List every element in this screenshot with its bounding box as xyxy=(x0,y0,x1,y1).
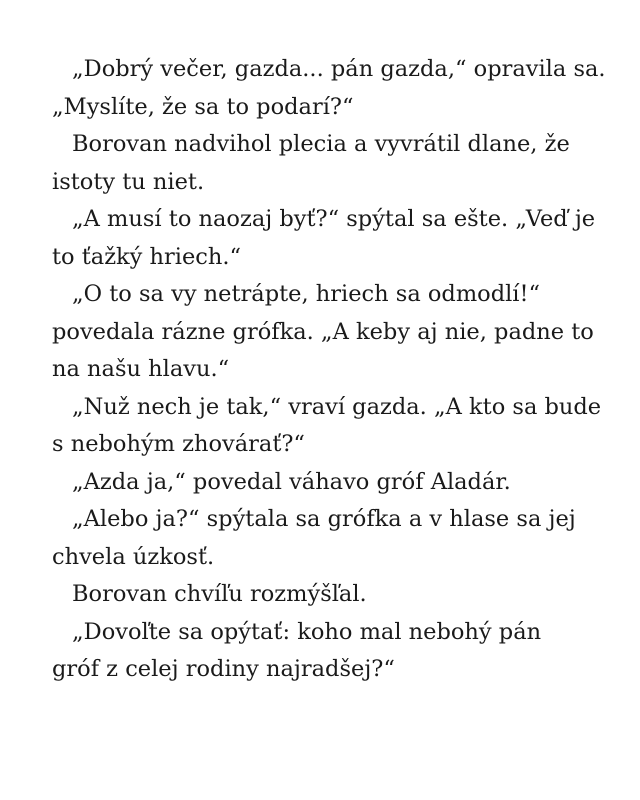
text-line: na našu hlavu.“ xyxy=(52,356,230,382)
paragraph-7 xyxy=(52,501,600,576)
text-line: istoty tu niet. xyxy=(52,168,205,195)
text-line: povedala rázne grófka. „A keby aj nie, padne to xyxy=(52,318,594,345)
paragraph-9 xyxy=(52,614,600,689)
text-line: chvela úzkosť. xyxy=(52,543,215,570)
text-line: to ťažký hriech.“ xyxy=(52,243,242,270)
text-line: „Dovoľte sa opýtať: koho mal nebohý pán xyxy=(72,618,542,645)
paragraph-1 xyxy=(52,51,606,126)
text-line: gróf z celej rodiny najradšej?“ xyxy=(52,656,395,682)
text-line: „Dobrý večer, gazda... pán gazda,“ opravila sa. xyxy=(72,56,606,82)
paragraph-8 xyxy=(52,576,600,614)
text-line: Borovan chvíľu rozmýšľal. xyxy=(72,581,367,607)
text-line: s nebohým zhovárať?“ xyxy=(52,431,305,457)
text-line: „Myslíte, že sa to podarí?“ xyxy=(52,93,354,120)
text-line: Borovan nadvihol plecia a vyvrátil dlane, že xyxy=(72,131,570,157)
paragraph-4 xyxy=(52,276,600,389)
text-line: „O to sa vy netrápte, hriech sa odmodlí!“ xyxy=(72,281,541,307)
paragraph-5 xyxy=(52,389,600,464)
paragraph-6 xyxy=(52,464,600,502)
text-line: „Azda ja,“ povedal váhavo gróf Aladár. xyxy=(72,468,511,495)
text-line: „A musí to naozaj byť?“ spýtal sa ešte. „Veď je xyxy=(72,206,596,232)
paragraph-2 xyxy=(52,126,600,201)
paragraph-3 xyxy=(52,201,600,276)
text-line: „Alebo ja?“ spýtala sa grófka a v hlase sa jej xyxy=(72,506,576,532)
text-line: „Nuž nech je tak,“ vraví gazda. „A kto sa bude xyxy=(72,393,602,420)
